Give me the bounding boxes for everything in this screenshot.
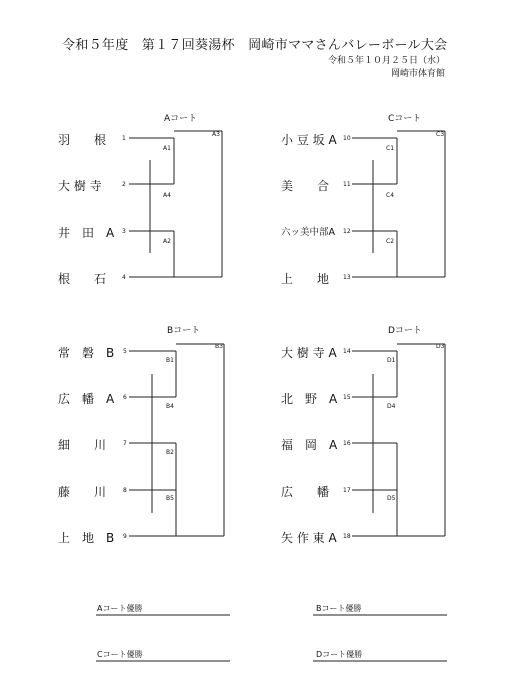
seed-number: 3 [122,228,126,235]
match-label: A2 [163,238,171,245]
team-name: 井 田 A [58,226,115,240]
match-label: C1 [386,145,395,152]
match-label: D3 [436,343,445,350]
court-b-title: Bコート [167,326,201,336]
seed-number: 10 [343,135,351,142]
team-name: 羽 根 [58,133,107,147]
team-name: 小 豆 坂 A [281,133,337,147]
seed-number: 17 [343,487,351,494]
team-name: 上 地 B [58,531,115,545]
team-name: 広 幡 A [58,392,115,406]
court-d-bracket [352,344,445,536]
team-name: 六ッ美中部A [281,227,335,238]
team-name: 常 磐 B [58,346,115,360]
team-name: 藤 川 [58,485,107,499]
match-label: B1 [166,357,174,364]
court-c-bracket [352,131,445,277]
court-a-winner-label: Aコート優勝 [97,604,143,613]
seed-number: 18 [343,533,351,540]
court-d-winner-label: Dコート優勝 [316,650,363,659]
match-label: C4 [386,192,395,199]
match-label: A3 [212,131,220,138]
seed-number: 9 [123,533,127,540]
team-name: 矢 作 東 A [281,531,337,545]
seed-number: 2 [122,181,126,188]
court-b-winner-label: Bコート優勝 [316,604,362,613]
team-name: 北 野 A [281,392,338,406]
court-a-title: Aコート [164,114,198,124]
match-label: B5 [166,495,174,502]
match-label: D5 [387,495,396,502]
seed-number: 16 [343,440,351,447]
team-name: 細 川 [58,438,107,452]
match-label: C3 [436,131,445,138]
match-label: B2 [166,449,174,456]
team-name: 福 岡 A [281,438,338,452]
team-name: 大 樹 寺 [58,179,102,193]
seed-number: 15 [343,394,351,401]
seed-number: 12 [343,228,351,235]
team-name: 美 合 [281,179,330,193]
court-d-title: Dコート [388,326,422,336]
seed-number: 14 [343,348,351,355]
match-label: D1 [387,357,396,364]
court-a-bracket [129,131,222,277]
team-name: 広 幡 [281,485,330,499]
seed-number: 8 [123,487,127,494]
seed-number: 5 [123,348,127,355]
match-label: A4 [163,192,171,199]
match-label: A1 [163,145,171,152]
court-b-bracket [129,344,224,536]
seed-number: 1 [122,135,126,142]
match-label: B3 [215,343,223,350]
court-c-winner-label: Cコート優勝 [97,650,143,659]
seed-number: 13 [343,274,351,281]
team-name: 大 樹 寺 A [281,346,337,360]
seed-number: 4 [122,274,126,281]
seed-number: 6 [123,394,127,401]
event-venue: 岡崎市体育館 [390,69,445,79]
match-label: D4 [387,403,396,410]
event-date: 令和５年１０月２５日（水） [327,56,445,66]
team-name: 根 石 [58,272,107,286]
page-title: 令和５年度 第１７回葵湯杯 岡崎市ママさんバレーボール大会 [62,38,448,53]
court-c-title: Cコート [388,114,422,124]
team-name: 上 地 [281,272,330,286]
match-label: C2 [386,238,395,245]
seed-number: 11 [343,181,351,188]
match-label: B4 [166,403,174,410]
seed-number: 7 [123,440,127,447]
